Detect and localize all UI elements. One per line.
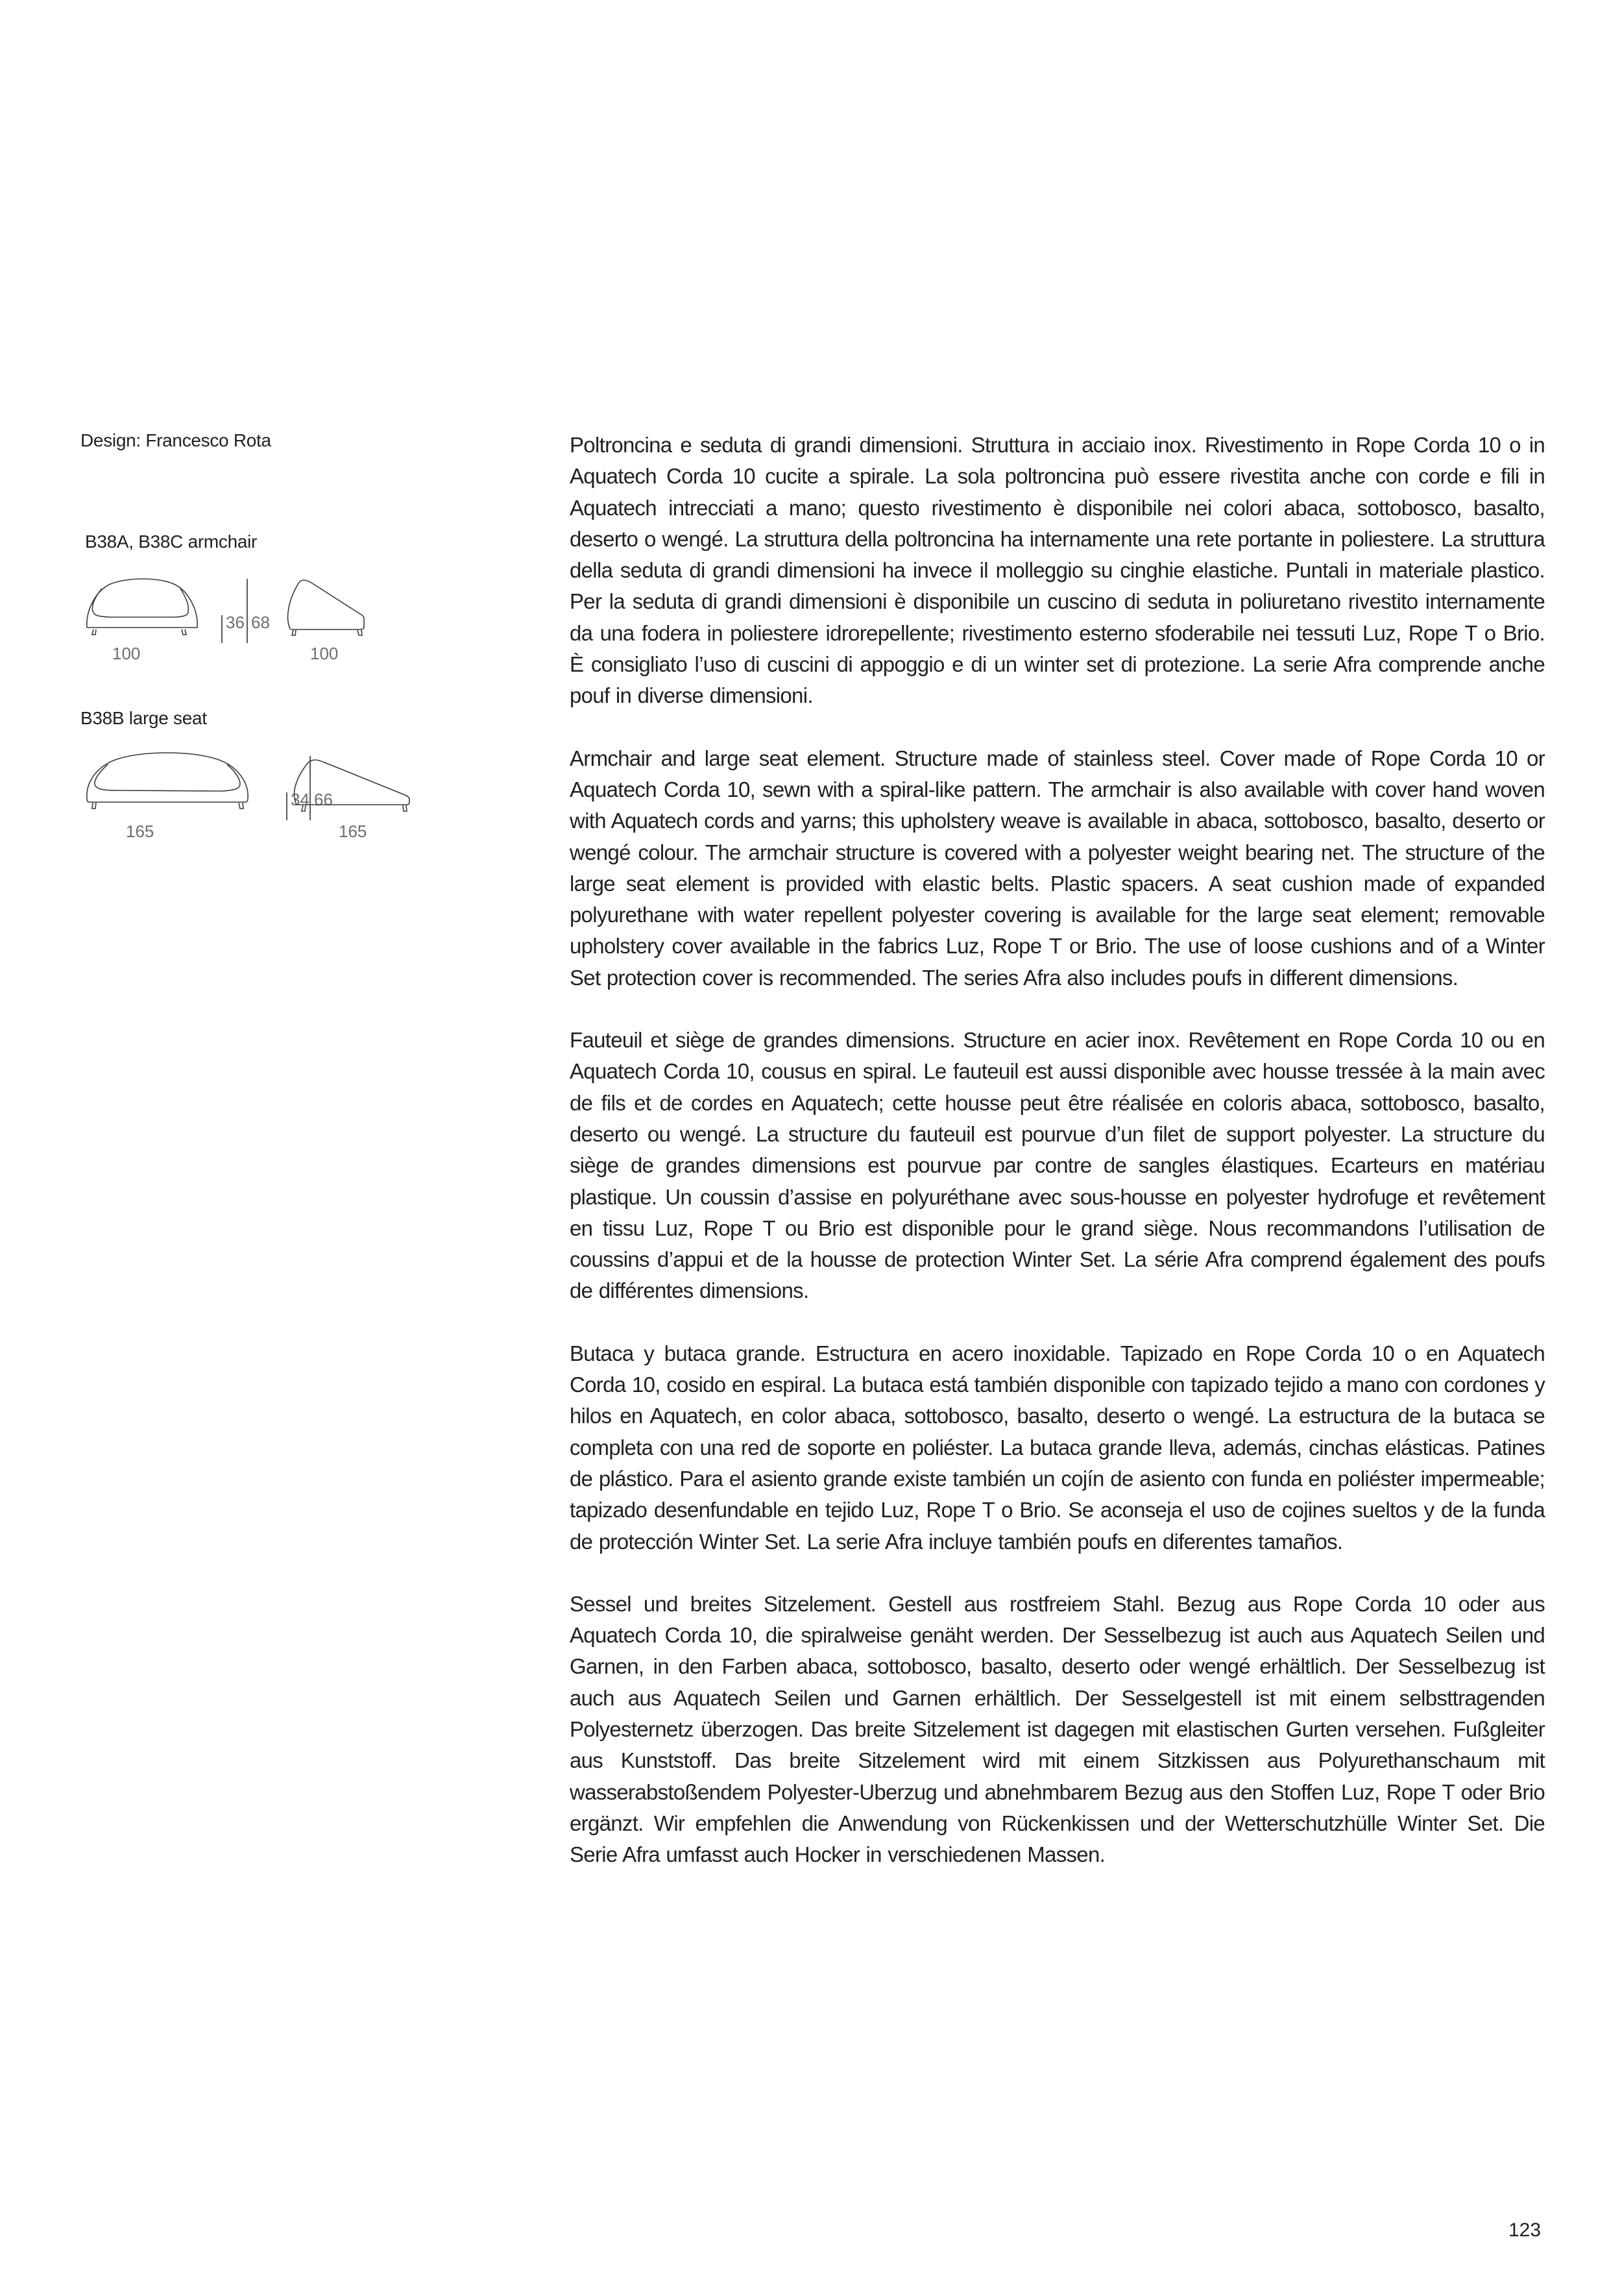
armchair-total-height: 68 [251,613,270,632]
large-seat-dimension-diagram [71,740,435,857]
armchair-side-view-icon [288,580,364,635]
page-number: 123 [1508,2219,1542,2241]
description-italian: Poltroncina e seduta di grandi dimensioni. Struttura in acciaio inox. Rivestimento in Rope Corda 10 o in Aquatech Corda 10 cucite a spirale. La sola poltroncina può essere rivestita anche con corde e fili in Aquatech intrecciati a mano; questo rivestimento è disponibile nei colori abaca, sottobosco, basalto, deserto o wengé. La struttura della poltroncina ha internamente una rete portante in poliestere. La struttura della seduta di grandi dimensioni ha invece il molleggio su cinghie elastiche. Puntali in materiale plastico. Per la seduta di grandi dimensioni è disponibile un cuscino di seduta in poliuretano rivestito internamente da una fodera in poliestere idrorepellente; rivestimento esterno sfoderabile nei tessuti Luz, Rope T o Brio. È consigliato l’uso di cuscini di appoggio e di un winter set di protezione. La serie Afra comprende anche pouf in diverse dimensioni. [570,433,1545,708]
large-seat-side-depth: 165 [339,822,367,841]
product-specs-column [0,0,519,2296]
model-label-large-seat: B38B large seat [80,708,207,728]
large-seat-side-view-icon [294,760,409,811]
armchair-side-depth: 100 [310,644,339,663]
armchair-front-width: 100 [112,644,141,663]
armchair-front-view-icon [87,579,197,635]
description-english: Armchair and large seat element. Structure made of stainless steel. Cover made of Rope Corda 10 or Aquatech Corda 10, sewn with a spiral-like pattern. The armchair is also available with cover hand woven with Aquatech cords and yarns; this upholstery weave is available in abaca, sottobosco, basalto, deserto or wengé colour. The armchair structure is covered with a polyester weight bearing net. The structure of the large seat element is provided with elastic belts. Plastic spacers. A seat cushion made of expanded polyurethane with water repellent polyester covering is available for the large seat element; removable upholstery cover available in the fabrics Luz, Rope T or Brio. The use of loose cushions and of a Winter Set protection cover is recommended. The series Afra also includes poufs in different dimensions. [570,746,1545,990]
description-french: Fauteuil et siège de grandes dimensions. Structure en acier inox. Revêtement en Rope Corda 10 ou en Aquatech Corda 10, cousus en spiral. Le fauteuil est aussi disponible avec housse tressée à la main avec de fils et de cordes en Aquatech; cette housse peut être réalisée en coloris abaca, sottobosco, basalto, deserto ou wengé. La structure du fauteuil est pourvue d’un filet de support polyester. La structure du siège de grandes dimensions est pourvue par contre de sangles élastiques. Ecarteurs en matériau plastique. Un coussin d’assise en polyuréthane avec sous-housse en polyester hydrofuge et revêtement en tissu Luz, Rope T ou Brio est disponible pour le grand siège. Nous recommandons l’utilisation de coussins d’appui et de la housse de protection Winter Set. La série Afra comprend également des poufs de différentes dimensions. [570,1028,1545,1303]
armchair-seat-height: 36 [226,613,245,632]
armchair-dimension-diagram [71,565,370,675]
large-seat-seat-height: 34 [291,790,309,809]
large-seat-total-height: 66 [314,790,333,809]
designer-credit: Design: Francesco Rota [80,430,271,450]
description-spanish: Butaca y butaca grande. Estructura en acero inoxidable. Tapizado en Rope Corda 10 o en Aquatech Corda 10, cosido en espiral. La butaca está también disponible con tapizado tejido a mano con cordones y hilos en Aquatech, en color abaca, sottobosco, basalto, deserto o wengé. La estructura de la butaca se completa con una red de soporte en poliéster. La butaca grande lleva, además, cinchas elásticas. Patines de plástico. Para el asiento grande existe también un cojín de asiento con funda en poliéster impermeable; tapizado desenfundable en tejido Luz, Rope T o Brio. Se aconseja el uso de cojines sueltos y de la funda de protección Winter Set. La serie Afra incluye también poufs en diferentes tamaños. [570,1341,1545,1554]
large-seat-front-width: 165 [126,822,154,841]
product-description [570,430,1545,1901]
large-seat-front-view-icon [87,753,248,809]
model-label-armchair: B38A, B38C armchair [85,531,258,552]
description-german: Sessel und breites Sitzelement. Gestell aus rostfreiem Stahl. Bezug aus Rope Corda 10 oder aus Aquatech Corda 10, die spiralweise genäht werden. Der Sesselbezug ist auch aus Aquatech Seilen und Garnen, in den Farben abaca, sottobosco, basalto, deserto oder wengé erhältlich. Der Sesselbezug ist auch aus Aquatech Seilen und Garnen erhältlich. Der Sesselgestell ist mit einem selbsttragenden Polyesternetz überzogen. Das breite Sitzelement ist dagegen mit elastischen Gurten versehen. Fußgleiter aus Kunststoff. Das breite Sitzelement wird mit einem Sitzkissen aus Polyurethanschaum mit wasserabstoßendem Polyester-Uberzug und abnehmbarem Bezug aus den Stoffen Luz, Rope T oder Brio ergänzt. Wir empfehlen die Anwendung von Rückenkissen und der Wetterschutzhülle Winter Set. Die Serie Afra umfasst auch Hocker in verschiedenen Massen. [570,1591,1545,1867]
